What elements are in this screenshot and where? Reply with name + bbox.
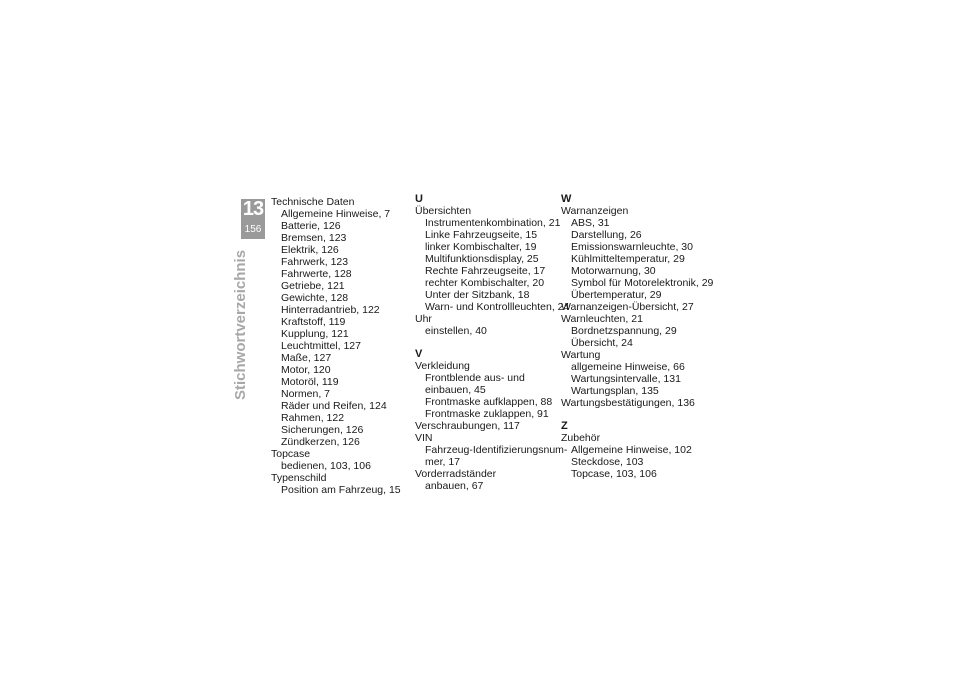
index-subentry: Bremsen, 123: [281, 232, 347, 244]
index-subentry: mer, 17: [425, 456, 461, 468]
index-subentry: Darstellung, 26: [571, 229, 642, 241]
index-entry: Wartungsbestätigungen, 136: [561, 397, 695, 409]
index-entry: Typenschild: [271, 472, 327, 484]
index-subentry: Warn- und Kontrollleuchten, 24: [425, 301, 570, 313]
index-letter: Z: [561, 420, 568, 432]
index-entry: Vorderradständer: [415, 468, 497, 480]
index-subentry: Kupplung, 121: [281, 328, 349, 340]
index-entry: Verschraubungen, 117: [415, 420, 520, 432]
index-subentry: Bordnetzspannung, 29: [571, 325, 677, 337]
index-subentry: Fahrwerte, 128: [281, 268, 352, 280]
index-subentry: Allgemeine Hinweise, 102: [571, 444, 692, 456]
index-entry: Übersichten: [415, 205, 472, 217]
index-entry: Topcase: [271, 448, 311, 460]
index-subentry: Gewichte, 128: [281, 292, 349, 304]
index-subentry: Multifunktionsdisplay, 25: [425, 253, 539, 265]
page-number: 156: [244, 224, 262, 235]
index-subentry: Steckdose, 103: [571, 456, 644, 468]
index-letter: U: [415, 193, 423, 205]
chapter-number: 13: [242, 198, 264, 220]
index-subentry: Räder und Reifen, 124: [281, 400, 387, 412]
index-subentry: Frontmaske zuklappen, 91: [425, 408, 549, 420]
index-subentry: Wartungsplan, 135: [571, 385, 659, 397]
index-subentry: Frontblende aus- und: [425, 372, 525, 384]
index-subentry: Unter der Sitzbank, 18: [425, 289, 530, 301]
index-entry: Warnanzeigen: [561, 205, 629, 217]
index-subentry: Maße, 127: [281, 352, 332, 364]
index-subentry: Allgemeine Hinweise, 7: [281, 208, 391, 220]
index-subentry: Rahmen, 122: [281, 412, 345, 424]
index-subentry: Motor, 120: [281, 364, 331, 376]
index-subentry: einstellen, 40: [425, 325, 487, 337]
index-subentry: Instrumentenkombination, 21: [425, 217, 561, 229]
index-subentry: Position am Fahrzeug, 15: [281, 484, 401, 496]
index-subentry: Motorwarnung, 30: [571, 265, 656, 277]
index-subentry: allgemeine Hinweise, 66: [571, 361, 685, 373]
index-letter: W: [561, 193, 572, 205]
index-subentry: Batterie, 126: [281, 220, 341, 232]
index-subentry: Topcase, 103, 106: [571, 468, 657, 480]
index-subentry: Übertemperatur, 29: [571, 289, 662, 301]
index-subentry: Leuchtmittel, 127: [281, 340, 361, 352]
index-subentry: Kühlmitteltemperatur, 29: [571, 253, 685, 265]
index-entry: Technische Daten: [271, 196, 355, 208]
group-spacer: [561, 409, 706, 421]
index-subentry: Übersicht, 24: [571, 337, 633, 349]
index-subentry: Getriebe, 121: [281, 280, 345, 292]
index-subentry: anbauen, 67: [425, 480, 484, 492]
index-subentry: Zündkerzen, 126: [281, 436, 360, 448]
index-entry: Uhr: [415, 313, 432, 325]
index-subentry: Emissionswarnleuchte, 30: [571, 241, 693, 253]
index-entry: VIN: [415, 432, 433, 444]
index-subentry: Normen, 7: [281, 388, 331, 400]
index-subentry: Fahrzeug-Identifizierungsnum-: [425, 444, 568, 456]
index-entry: Zubehör: [561, 432, 601, 444]
index-subentry: ABS, 31: [571, 217, 610, 229]
index-subentry: Linke Fahrzeugseite, 15: [425, 229, 538, 241]
index-subentry: Fahrwerk, 123: [281, 256, 349, 268]
index-subentry: Frontmaske aufklappen, 88: [425, 396, 553, 408]
chapter-badge: [241, 199, 265, 239]
index-subentry: Elektrik, 126: [281, 244, 339, 256]
index-subentry: Symbol für Motorelektronik, 29: [571, 277, 714, 289]
index-subentry: linker Kombischalter, 19: [425, 241, 537, 253]
index-entry: Wartung: [561, 349, 601, 361]
index-entry: Warnanzeigen-Übersicht, 27: [561, 301, 694, 313]
section-title-text: Stichwortverzeichnis: [232, 249, 249, 400]
index-subentry: einbauen, 45: [425, 384, 486, 396]
index-subentry: bedienen, 103, 106: [281, 460, 371, 472]
index-subentry: Motoröl, 119: [281, 376, 339, 388]
index-subentry: Hinterradantrieb, 122: [281, 304, 380, 316]
index-subentry: Sicherungen, 126: [281, 424, 364, 436]
index-subentry: Wartungsintervalle, 131: [571, 373, 681, 385]
index-entry: Verkleidung: [415, 360, 470, 372]
index-subentry: rechter Kombischalter, 20: [425, 277, 545, 289]
index-entry: Warnleuchten, 21: [561, 313, 643, 325]
index-column-3: [561, 193, 714, 480]
index-column-2: [415, 193, 570, 492]
group-spacer: [415, 337, 557, 349]
index-letter: V: [415, 348, 423, 360]
index-subentry: Kraftstoff, 119: [281, 316, 346, 328]
index-column-1: [271, 196, 411, 496]
index-subentry: Rechte Fahrzeugseite, 17: [425, 265, 546, 277]
